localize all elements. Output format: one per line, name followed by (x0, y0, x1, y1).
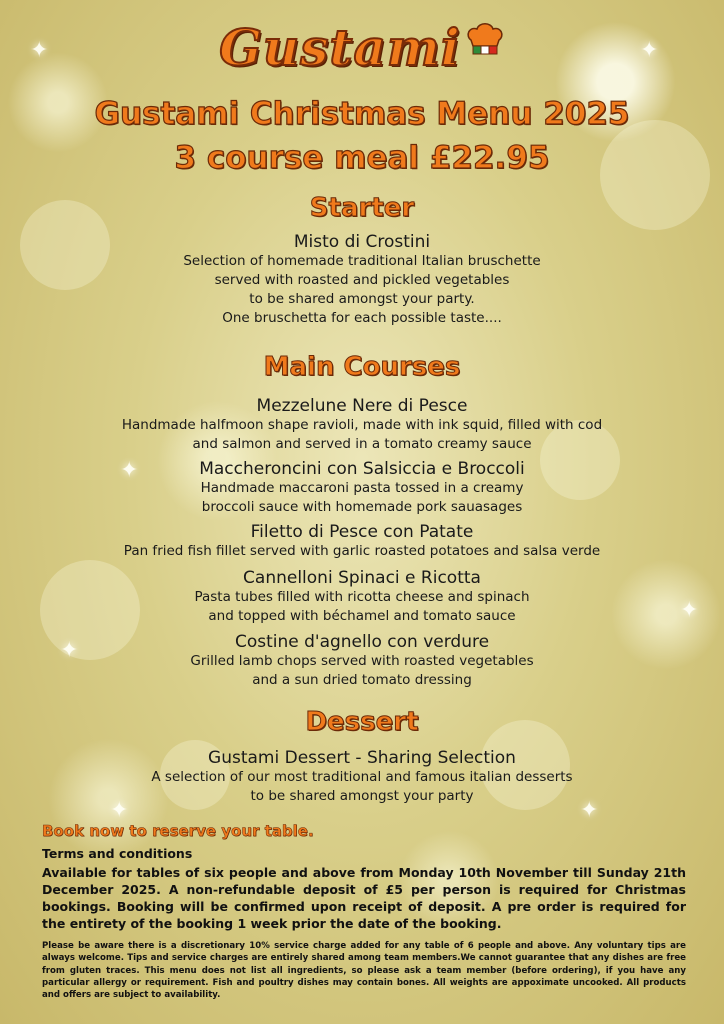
terms-heading: Terms and conditions (42, 846, 193, 861)
dish-name: Mezzelune Nere di Pesce (256, 396, 468, 416)
mains-heading: Main Courses (263, 352, 461, 382)
sparkle-icon: ✦ (30, 38, 49, 63)
main-dish (0, 396, 724, 454)
dish-desc-line: and a sun dried tomato dressing (252, 672, 472, 688)
dish-desc-line: broccoli sauce with homemade pork sauasages (201, 499, 523, 515)
logo-text: Gustami (219, 18, 461, 77)
dish-desc-line: A selection of our most traditional and famous italian desserts (151, 769, 573, 785)
dessert-heading: Dessert (305, 707, 419, 737)
dish-desc-line: Handmade halfmoon shape ravioli, made with ink squid, filled with cod (121, 417, 603, 433)
dessert-dish (0, 748, 724, 806)
sparkle-icon: ✦ (680, 598, 699, 623)
dish-desc-line: to be shared amongst your party. (249, 291, 475, 307)
dish-desc-line: Handmade maccaroni pasta tossed in a creamy (200, 480, 524, 496)
main-dish (0, 568, 724, 626)
dish-desc-line: to be shared amongst your party (250, 788, 474, 804)
sparkle-icon: ✦ (60, 638, 79, 663)
dish-desc-line: Pasta tubes filled with ricotta cheese and spinach (194, 589, 530, 605)
terms-text: Available for tables of six people and above from Monday 10th November till Sunday 21th December 2025. A non-refundable deposit of £5 per person is required for Christmas bookings. Booking will be confirmed upon receipt of deposit. A pre order is required for the entirety of the booking 1 week prior the date of the booking. (42, 865, 686, 931)
logo (0, 18, 724, 77)
chef-hat-icon (465, 22, 505, 56)
dish-desc-line: and salmon and served in a tomato creamy sauce (192, 436, 532, 452)
main-dish (0, 632, 724, 690)
dish-desc-line: Grilled lamb chops served with roasted vegetables (190, 653, 534, 669)
dish-desc-line: One bruschetta for each possible taste.... (222, 310, 502, 326)
starter-dish (0, 232, 724, 328)
disclaimer-text: Please be aware there is a discretionary 10% service charge added for any table of 6 people and above. Any voluntary tips are always welcome. Tips and service charges are entirely shared among team members.We cannot guarantee that any dishes are free from gluten traces. This menu does not list all ingredients, so please ask a team member (before ordering), if you have any particular allergy or requirement. Fish and poultry dishes may contain bones. All weights are appoximate uncooked. All products and offers are subject to availability. (42, 941, 686, 1001)
sparkle-icon: ✦ (120, 458, 139, 483)
sparkle-icon: ✦ (640, 38, 659, 63)
starter-heading: Starter (309, 193, 415, 223)
dish-desc-line: served with roasted and pickled vegetables (214, 272, 510, 288)
menu-price: 3 course meal £22.95 (174, 140, 550, 176)
menu-title: Gustami Christmas Menu 2025 (94, 96, 630, 132)
booking-cta: Book now to reserve your table. (42, 822, 314, 840)
main-dish (0, 522, 724, 561)
dish-name: Misto di Crostini (293, 232, 431, 252)
sparkle-icon: ✦ (110, 798, 129, 823)
dish-desc-line: Selection of homemade traditional Italian bruschette (183, 253, 541, 269)
dish-name: Cannelloni Spinaci e Ricotta (243, 568, 481, 588)
dish-name: Maccheroncini con Salsiccia e Broccoli (199, 459, 525, 479)
dish-name: Filetto di Pesce con Patate (250, 522, 474, 542)
dish-name: Gustami Dessert - Sharing Selection (208, 748, 516, 768)
main-dish (0, 459, 724, 517)
dish-desc-line: and topped with béchamel and tomato sauce (208, 608, 516, 624)
dish-name: Costine d'agnello con verdure (234, 632, 490, 652)
sparkle-icon: ✦ (580, 798, 599, 823)
dish-desc-line: Pan fried fish fillet served with garlic roasted potatoes and salsa verde (123, 543, 601, 559)
